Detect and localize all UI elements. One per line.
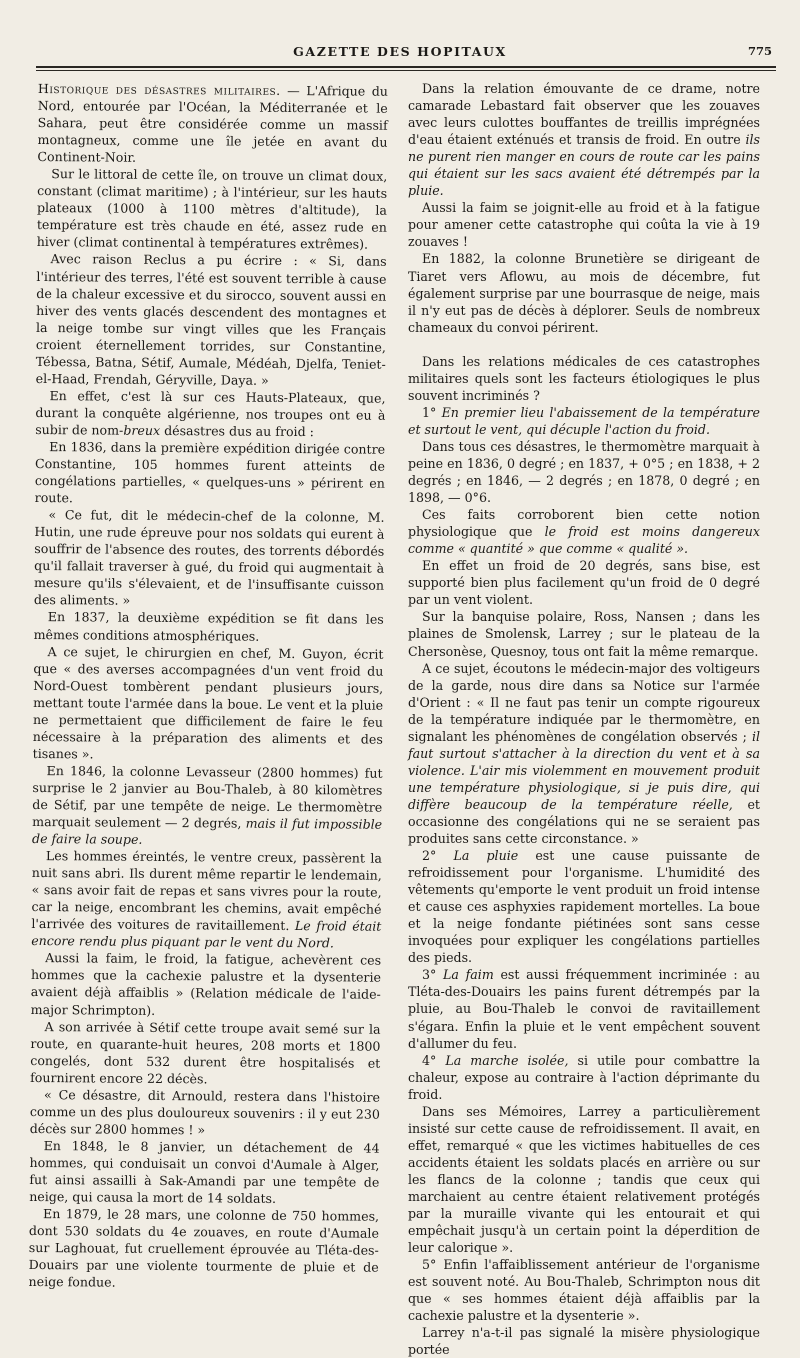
paragraph: Ces faits corroborent bien cette notion physiologique que le froid est moins dangereux comme « quantité » que comme « qualité ». bbox=[408, 507, 760, 557]
paragraph: 2° La pluie est une cause puissante de refroidissement pour l'organisme. L'humidité des vêtements qu'emporte le vent produit un froid intense et cause ces asphyxies rapidement mortelles. La boue et la neige fondante piétinées sont sans cesse invoquées pour expliquer les congélations partielles des pieds. bbox=[408, 848, 760, 966]
header-rule-thin bbox=[36, 70, 776, 71]
page-header bbox=[0, 44, 800, 66]
paragraph: En 1882, la colonne Brunetière se dirigeant de Tiaret vers Aflowu, au mois de décembre, fut également surprise par une bourrasque de neige, mais il n'y eut pas de décès à déplorer. Seuls de nombreux chameaux du convoi périrent. bbox=[408, 251, 760, 335]
paragraph: A ce sujet, le chirurgien en chef, M. Guyon, écrit que « des averses accompagnées d'un vent froid du Nord-Ouest tombèrent pendant plusieurs jours, mettant toute l'armée dans la boue. Le vent et la pluie ne permettaient que difficilement de faire le feu nécessaire à la préparation des aliments et des tisanes ». bbox=[32, 643, 384, 762]
paragraph: En 1837, la deuxième expédition se fit dans les mêmes conditions atmosphériques. bbox=[33, 609, 384, 644]
right-column bbox=[408, 80, 760, 1358]
paragraph: Dans tous ces désastres, le thermomètre marquait à peine en 1836, 0 degré ; en 1837, + 0°5 ; en 1838, + 2 degrés ; en 1846, — 2 degrés ; en 1878, 0 degré ; en 1898, — 0°6. bbox=[408, 438, 760, 506]
paragraph: En 1848, le 8 janvier, un détachement de 44 hommes, qui conduisait un convoi d'Aumale à Alger, fut ainsi assailli à Sak-Amandi par une tempête de neige, qui causa la mort de 14 soldats. bbox=[29, 1137, 380, 1206]
paragraph: « Ce désastre, dit Arnould, restera dans l'histoire comme un des plus douloureux souvenirs : il y eut 230 décès sur 2800 hommes ! » bbox=[29, 1086, 381, 1138]
paragraph: Historique des désastres militaires. — L'Afrique du Nord, entourée par l'Océan, la Méditerranée et le Sahara, peut être considérée comme un massif montagneux, comme une île jetée en avant du Continent-Noir. bbox=[37, 80, 388, 165]
header-rule bbox=[36, 66, 776, 68]
section-heading: Historique des désastres militaires. bbox=[37, 80, 281, 98]
paragraph: Avec raison Reclus a pu écrire : « Si, dans l'intérieur des terres, l'été est souvent terrible à cause de la chaleur excessive et du sirocco, souvent aussi en hiver des vents glacés descendent des montagnes et la neige tombe sur vingt villes que les Français croient éternellement torrides, sur Constantine, Tébessa, Batna, Sétif, Aumale, Médéah, Djelfa, Teniet-el-Haad, Frendah, Géryville, Daya. » bbox=[35, 251, 387, 388]
paragraph: 5° Enfin l'affaiblissement antérieur de l'organisme est souvent noté. Au Bou-Thaleb, Schrimpton nous dit que « ses hommes étaient déjà affaiblis par la cachexie palustre et la dysenterie ». bbox=[408, 1257, 760, 1324]
paragraph: « Ce fut, dit le médecin-chef de la colonne, M. Hutin, une rude épreuve pour nos soldats qui eurent à souffrir de l'absence des routes, des torrents débordés qu'il fallait traverser à gué, du froid qui augmentait à mesure qu'ils s'élevaient, et de l'insuffisante cuisson des aliments. » bbox=[33, 507, 385, 609]
paragraph: Dans la relation émouvante de ce drame, notre camarade Lebastard fait observer que les zouaves avec leurs culottes bouffantes de treillis imprégnées d'eau étaient exténués et transis de froid. En outre ils ne purent rien manger en cours de route car les pains qui étaient sur les sacs avaient été détrempés par la pluie. bbox=[408, 81, 760, 199]
left-column bbox=[28, 80, 387, 1293]
running-title: GAZETTE DES HOPITAUX bbox=[293, 44, 507, 59]
paragraph: A son arrivée à Sétif cette troupe avait semé sur la route, en quarante-huit heures, 208 morts et 1800 congelés, dont 532 durent être hospitalisés et fournirent encore 22 décès. bbox=[30, 1018, 381, 1087]
paragraph: Aussi la faim se joignit-elle au froid et à la fatigue pour amener cette catastrophe qui coûta la vie à 19 zouaves ! bbox=[408, 200, 760, 250]
paragraph: Aussi la faim, le froid, la fatigue, achevèrent ces hommes que la cachexie palustre et la dysenterie avaient déjà affaiblis » (Relation médicale de l'aide-major Schrimpton). bbox=[30, 950, 382, 1018]
paragraph: En effet, c'est là sur ces Hauts-Plateaux, que, durant la conquête algérienne, nos troupes ont eu à subir de nom-breux désastres dus au froid : bbox=[35, 387, 386, 440]
paragraph: Sur le littoral de cette île, on trouve un climat doux, constant (climat maritime) ; à l'intérieur, sur les hauts plateaux (1000 à 1100 mètres d'altitude), la température est très chaude en été, assez rude en hiver (climat continental à températures extrêmes). bbox=[36, 166, 388, 253]
paragraph: Larrey n'a-t-il pas signalé la misère physiologique portée bbox=[408, 1325, 760, 1358]
paragraph: 1° En premier lieu l'abaissement de la température et surtout le vent, qui décuple l'action du froid. bbox=[408, 404, 760, 437]
paragraph: Dans ses Mémoires, Larrey a particulièrement insisté sur cette cause de refroidissement. Il avait, en effet, remarqué « que les victimes habituelles de ces accidents étaient les soldats placés en arrière ou sur les flancs de la colonne ; tandis que ceux qui marchaient au centre étaient relativement protégés par la muraille vivante qui les entourait et qui empêchait jusqu'à un certain point la déperdition de leur calorique ». bbox=[408, 1103, 760, 1256]
paragraph: En 1846, la colonne Levasseur (2800 hommes) fut surprise le 2 janvier au Bou-Thaleb, à 80 kilomètres de Sétif, par une tempête de neige. Le thermomètre marquait seulement — 2 degrés, mais il fut impossible de faire la soupe. bbox=[31, 762, 383, 847]
paragraph: En 1836, dans la première expédition dirigée contre Constantine, 105 hommes furent atteints de congélations partielles, « quelques-uns » périrent en route. bbox=[34, 439, 386, 506]
paragraph: A ce sujet, écoutons le médecin-major des voltigeurs de la garde, nous dire dans sa Notice sur l'armée d'Orient : « Il ne faut pas tenir un compte rigoureux de la température indiquée par le thermomètre, en signalant les phénomènes de congélation observés ; il faut surtout s'attacher à la direction du vent et à sa violence. L'air mis violemment en mouvement produit une température physiologique, si je puis dire, qui diffère beaucoup de la température réelle, et occasionne des congélations qui ne se seraient pas produites sans cette circonstance. » bbox=[408, 660, 760, 847]
paragraph: En 1879, le 28 mars, une colonne de 750 hommes, dont 530 soldats du 4e zouaves, en route d'Aumale sur Laghouat, fut cruellement éprouvée au Tléta-des-Douairs par une violente tourmente de pluie et de neige fondue. bbox=[28, 1206, 380, 1290]
page-number: 775 bbox=[747, 44, 772, 58]
paragraph: Sur la banquise polaire, Ross, Nansen ; dans les plaines de Smolensk, Larrey ; sur le plateau de la Chersonèse, Quesnoy, tous ont fait la même remarque. bbox=[408, 609, 760, 659]
paragraph: Les hommes éreintés, le ventre creux, passèrent la nuit sans abri. Ils durent même repartir le lendemain, « sans avoir fait de repas et sans vivres pour la route, car la neige, encombrant les chemins, avait empêché l'arrivée des voitures de ravitaillement. Le froid était encore rendu plus piquant par le vent du Nord. bbox=[31, 848, 382, 951]
paragraph: En effet un froid de 20 degrés, sans bise, est supporté bien plus facilement qu'un froid de 0 degré par un vent violent. bbox=[408, 558, 760, 608]
paragraph: Dans les relations médicales de ces catastrophes militaires quels sont les facteurs étiologiques le plus souvent incriminés ? bbox=[408, 353, 760, 403]
paragraph: 4° La marche isolée, si utile pour combattre la chaleur, expose au contraire à l'action déprimante du froid. bbox=[408, 1052, 760, 1102]
paragraph: 3° La faim est aussi fréquemment incriminée : au Tléta-des-Douairs les pains furent détrempés par la pluie, au Bou-Thaleb le convoi de ravitaillement s'égara. Enfin la pluie et le vent empêchent souvent d'allumer du feu. bbox=[408, 967, 760, 1051]
